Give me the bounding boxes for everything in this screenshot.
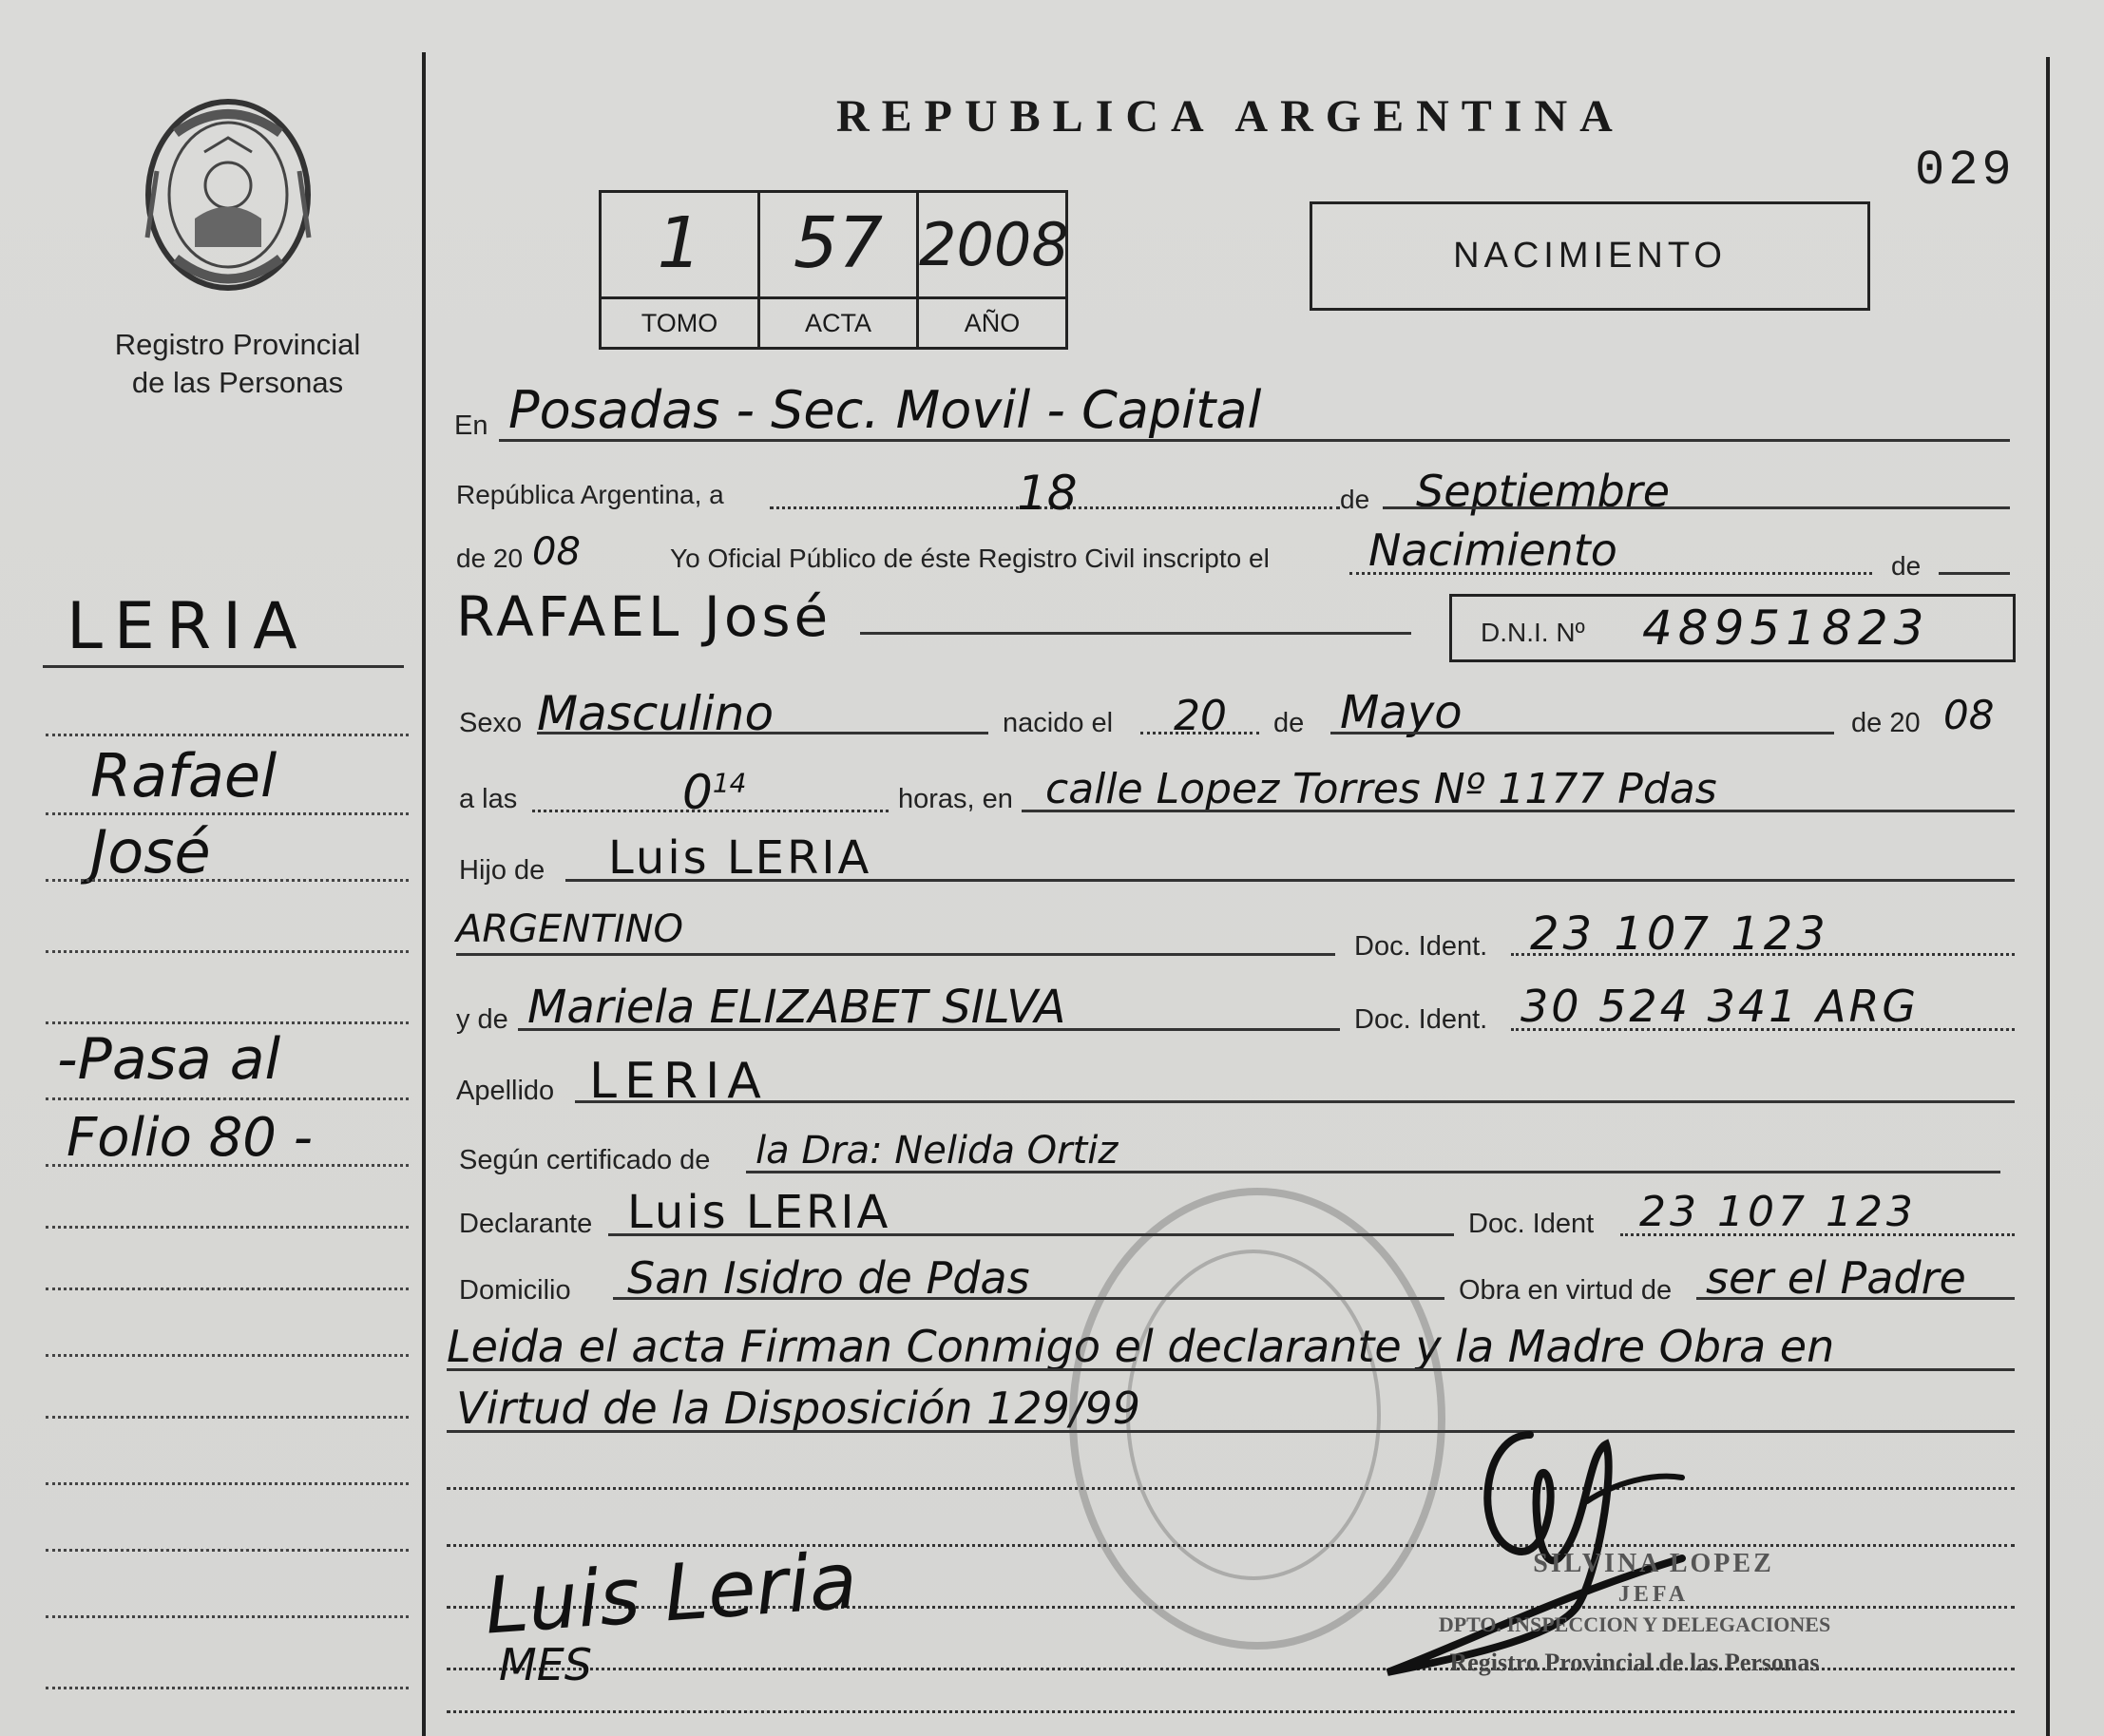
lugar-value: calle Lopez Torres Nº 1177 Pdas <box>1045 765 1717 813</box>
anio-value: 2008 <box>919 210 1069 279</box>
margin-line <box>46 1549 409 1552</box>
doc-ident-label: Doc. Ident. <box>1354 931 1488 962</box>
margin-line <box>46 1097 409 1100</box>
margin-line <box>46 1021 409 1024</box>
margin-surname: LERIA <box>67 589 309 664</box>
obra-value: ser el Padre <box>1706 1252 1966 1304</box>
obra-label: Obra en virtud de <box>1459 1275 1673 1306</box>
obra-line <box>1696 1297 2015 1300</box>
declarante-doc: 23 107 123 <box>1639 1188 1917 1236</box>
margin-line <box>46 1615 409 1618</box>
margin-line <box>46 879 409 882</box>
margin-note-line2: Folio 80 - <box>67 1107 313 1169</box>
madre-line <box>518 1028 1340 1031</box>
nac-mes-line <box>1330 732 1834 734</box>
apellido-label: Apellido <box>456 1076 555 1106</box>
acta-cell <box>760 193 919 347</box>
margin-line <box>46 1687 409 1689</box>
madre-value: Mariela ELIZABET SILVA <box>527 981 1066 1034</box>
official-name: SILVINA LOPEZ <box>1533 1549 1774 1578</box>
acta-label: ACTA <box>760 296 916 347</box>
padre-line <box>565 879 2015 882</box>
sexo-line <box>537 732 988 734</box>
de-label: de <box>1340 485 1370 514</box>
registry-stamp-inner <box>1126 1250 1381 1580</box>
en-label: En <box>454 410 488 441</box>
en-value: Posadas - Sec. Movil - Capital <box>508 380 1262 440</box>
hijo-label: Hijo de <box>459 855 545 886</box>
folio-number: 029 <box>1915 143 2016 199</box>
certificado-value: la Dra: Nelida Ortiz <box>756 1129 1119 1173</box>
margin-name-line2: José <box>90 817 211 887</box>
acto-value: Nacimiento <box>1368 525 1617 576</box>
dni-value: 48951823 <box>1642 601 1930 656</box>
official-org: Registro Provincial de las Personas <box>1449 1649 1820 1676</box>
horas-en-label: horas, en <box>898 784 1013 814</box>
record-type-box: NACIMIENTO <box>1310 201 1870 311</box>
lugar-line <box>1022 810 2015 812</box>
de-label-2: de <box>1891 551 1922 581</box>
republica-label: República Argentina, a <box>456 480 724 509</box>
domicilio-label: Domicilio <box>459 1275 571 1306</box>
doc-ident-label-2: Doc. Ident. <box>1354 1004 1488 1035</box>
provincial-seal-icon <box>138 95 318 295</box>
nac-dia-line <box>1140 732 1259 734</box>
acto-line <box>1349 572 1872 575</box>
a-las-label: a las <box>459 784 518 814</box>
nac-anio-prefix: de 20 <box>1851 708 1921 738</box>
madre-signature: MES <box>499 1639 592 1690</box>
mes-value: Septiembre <box>1416 466 1671 517</box>
margin-note-line1: -Pasa al <box>57 1026 281 1093</box>
country-title: REPUBLICA ARGENTINA <box>836 91 1625 142</box>
right-margin-rule <box>2046 57 2050 1736</box>
misiones-seal <box>138 95 318 295</box>
mes-line <box>1383 506 2010 509</box>
tomo-cell <box>602 193 760 347</box>
margin-line <box>46 1164 409 1167</box>
padre-doc: 23 107 123 <box>1530 907 1829 961</box>
en-line <box>499 439 2010 442</box>
certificado-label: Según certificado de <box>459 1145 711 1175</box>
nac-dia: 20 <box>1174 692 1227 740</box>
madre-doc: 30 524 341 ARG <box>1521 981 1920 1032</box>
margin-line <box>46 1354 409 1357</box>
official-dept: DPTO. INSPECCION Y DELEGACIONES <box>1438 1612 1831 1636</box>
margin-line <box>46 950 409 953</box>
declarante-label: Declarante <box>459 1209 593 1239</box>
de-label-3: de <box>1273 708 1305 738</box>
declarante-doc-line <box>1620 1233 2015 1236</box>
dni-label: D.N.I. Nº <box>1481 618 1585 647</box>
margin-line <box>46 1288 409 1290</box>
anio-label: AÑO <box>919 296 1065 347</box>
hora-main: 0 <box>682 765 713 820</box>
anio-suffix: 08 <box>532 530 581 574</box>
madre-doc-line <box>1511 1028 2015 1031</box>
margin-line <box>46 1482 409 1485</box>
margin-line <box>46 812 409 815</box>
official-title: JEFA <box>1617 1582 1690 1607</box>
registry-name-line1: Registro Provincial <box>114 328 361 361</box>
margin-line <box>46 734 409 736</box>
apellido-line <box>575 1100 2015 1103</box>
dni-box <box>1449 594 2016 662</box>
declarante-value: Luis LERIA <box>627 1186 891 1239</box>
y-de-label: y de <box>456 1004 508 1035</box>
padre-doc-line <box>1511 953 2015 956</box>
apellido-value: LERIA <box>589 1053 769 1110</box>
acta-value: 57 <box>793 202 884 284</box>
padre-value: Luis LERIA <box>608 831 872 885</box>
tomo-acta-anio-box <box>599 190 1068 350</box>
anio-cell <box>919 193 1069 347</box>
padre-nac-line <box>456 953 1335 956</box>
sexo-value: Masculino <box>537 686 775 741</box>
nombre-value: RAFAEL José <box>456 584 832 649</box>
tomo-value: 1 <box>657 202 702 284</box>
nacido-label: nacido el <box>1003 708 1114 738</box>
hora-value <box>682 765 746 820</box>
margin-line <box>46 1226 409 1229</box>
nac-anio-suffix: 08 <box>1943 692 1995 738</box>
nac-mes: Mayo <box>1340 686 1463 739</box>
anio-prefix: de 20 <box>456 544 524 573</box>
padre-nacionalidad: ARGENTINO <box>456 907 683 951</box>
declarante-signature: Luis Leria <box>482 1536 860 1652</box>
left-margin-rule <box>422 52 426 1736</box>
sexo-label: Sexo <box>459 708 523 738</box>
observaciones-line1: Leida el acta Firman Conmigo el declarante y la Madre Obra en <box>447 1321 1835 1372</box>
margin-rule <box>43 665 404 668</box>
observaciones-line2: Virtud de la Disposición 129/99 <box>456 1383 1140 1434</box>
domicilio-value: San Isidro de Pdas <box>627 1252 1030 1304</box>
doc-ident-label-3: Doc. Ident <box>1468 1209 1595 1239</box>
registry-name-line2: de las Personas <box>131 366 344 399</box>
obs-line-7 <box>447 1710 2015 1713</box>
oficial-label: Yo Oficial Público de éste Registro Civil inscripto el <box>670 544 1270 573</box>
nombre-line <box>860 632 1411 635</box>
margin-name-line1: Rafael <box>90 741 277 811</box>
acto-line-end <box>1939 572 2010 575</box>
margin-line <box>46 1416 409 1419</box>
hora-superscript: 14 <box>712 767 747 799</box>
certificado-line <box>746 1171 2000 1173</box>
tomo-label: TOMO <box>602 296 757 347</box>
dia-value: 18 <box>1017 466 1078 521</box>
